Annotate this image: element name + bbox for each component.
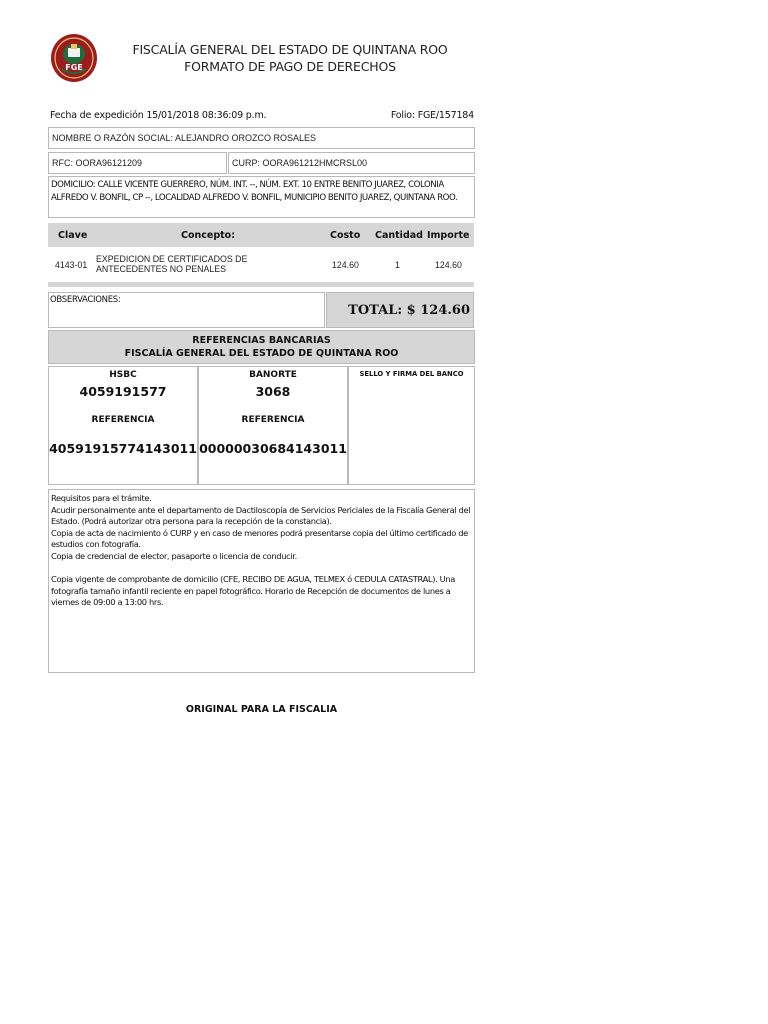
- bank-references-subtitle: FISCALÍA GENERAL DEL ESTADO DE QUINTANA ROO: [124, 348, 399, 359]
- bank-account-number: 3068: [255, 384, 291, 399]
- document-title: FISCALÍA GENERAL DEL ESTADO DE QUINTANA ROO: [132, 42, 448, 57]
- bank-account-number: 4059191577: [79, 384, 167, 399]
- row-cantidad: 1: [395, 260, 400, 270]
- address-line-1: DOMICILIO: CALLE VICENTE GUERRERO, NÚM. INT. --, NÚM. EXT. 10 ENTRE BENITO JUAREZ, COLONIA: [51, 180, 444, 190]
- bank-stamp-box: [348, 366, 475, 485]
- requirements-title: Requisitos para el trámite.: [51, 493, 152, 503]
- row-concepto-line-2: ANTECEDENTES NO PENALES: [96, 264, 227, 274]
- total-amount: TOTAL: $ 124.60: [348, 303, 470, 318]
- address-field: [48, 176, 475, 218]
- rfc-value: RFC: OORA96121209: [52, 158, 143, 168]
- requirement-item: Copia de credencial de elector, pasaporte o licencia de conducir.: [51, 550, 297, 561]
- curp-field: [228, 152, 475, 174]
- row-concepto-line-1: EXPEDICION DE CERTIFICADOS DE: [96, 254, 248, 264]
- bank-references-title: REFERENCIAS BANCARIAS: [192, 335, 331, 346]
- fge-seal-icon: [50, 33, 98, 83]
- curp-value: CURP: OORA961212HMCRSL00: [232, 158, 368, 168]
- name-value: NOMBRE O RAZÓN SOCIAL: ALEJANDRO OROZCO ROSALES: [52, 133, 317, 143]
- bank-name: BANORTE: [249, 370, 297, 380]
- requirement-item: Acudir personalmente ante el departamento de Dactiloscopía de Servicios Periciales de la Fiscalía General del Estado. (Podrá autorizar otra persona para la recepción de la constancia).: [51, 504, 471, 527]
- concepts-table-header: [48, 223, 474, 247]
- name-field: [48, 127, 475, 149]
- rfc-field: [48, 152, 227, 174]
- col-clave: Clave: [58, 229, 88, 241]
- address-line-2: ALFREDO V. BONFIL, CP --, LOCALIDAD ALFREDO V. BONFIL, MUNICIPIO BENITO JUAREZ, QUINTANA ROO.: [51, 193, 458, 203]
- bank-box-banorte: [198, 366, 348, 485]
- observations-label: OBSERVACIONES:: [50, 295, 121, 305]
- col-concepto: Concepto:: [181, 229, 236, 241]
- reference-label: REFERENCIA: [91, 415, 155, 425]
- col-costo: Costo: [330, 229, 361, 241]
- row-clave: 4143-01: [55, 260, 88, 270]
- bank-name: HSBC: [109, 370, 137, 380]
- row-costo: 124.60: [332, 260, 359, 270]
- total-box: [326, 292, 474, 328]
- reference-value: 00000030684143011: [199, 441, 347, 456]
- bank-box-hsbc: [48, 366, 198, 485]
- col-importe: Importe: [427, 229, 470, 241]
- logo-text: FGE: [65, 63, 83, 72]
- observations-box: [48, 292, 325, 328]
- folio-number: Folio: FGE/157184: [390, 110, 474, 121]
- requirement-item: Copia de acta de nacimiento ó CURP y en caso de menores podrá presentarse copia del último certificado de estudios con fotografía.: [51, 527, 468, 550]
- bank-references-header: [48, 330, 475, 364]
- table-divider: [48, 282, 474, 287]
- requirements-box: [48, 489, 475, 673]
- fge-logo: [50, 33, 98, 83]
- document-subtitle: FORMATO DE PAGO DE DERECHOS: [184, 59, 396, 74]
- table-row: [48, 249, 474, 281]
- copy-label: ORIGINAL PARA LA FISCALIA: [185, 704, 338, 715]
- reference-label: REFERENCIA: [241, 415, 305, 425]
- col-cantidad: Cantidad: [375, 229, 423, 241]
- row-importe: 124.60: [435, 260, 462, 270]
- stamp-label: SELLO Y FIRMA DEL BANCO: [359, 370, 464, 378]
- reference-value: 40591915774143011: [49, 441, 197, 456]
- issue-date: Fecha de expedición 15/01/2018 08:36:09 p.m.: [50, 110, 267, 121]
- requirement-item: Copia vigente de comprobante de domicilio (CFE, RECIBO DE AGUA, TELMEX ó CEDULA CATASTRAL). Una fotografía tamaño infantil reciente en papel fotográfico. Horario de Recepción de documentos de lunes a viernes de 09:00 a 13:00 hrs.: [51, 574, 456, 608]
